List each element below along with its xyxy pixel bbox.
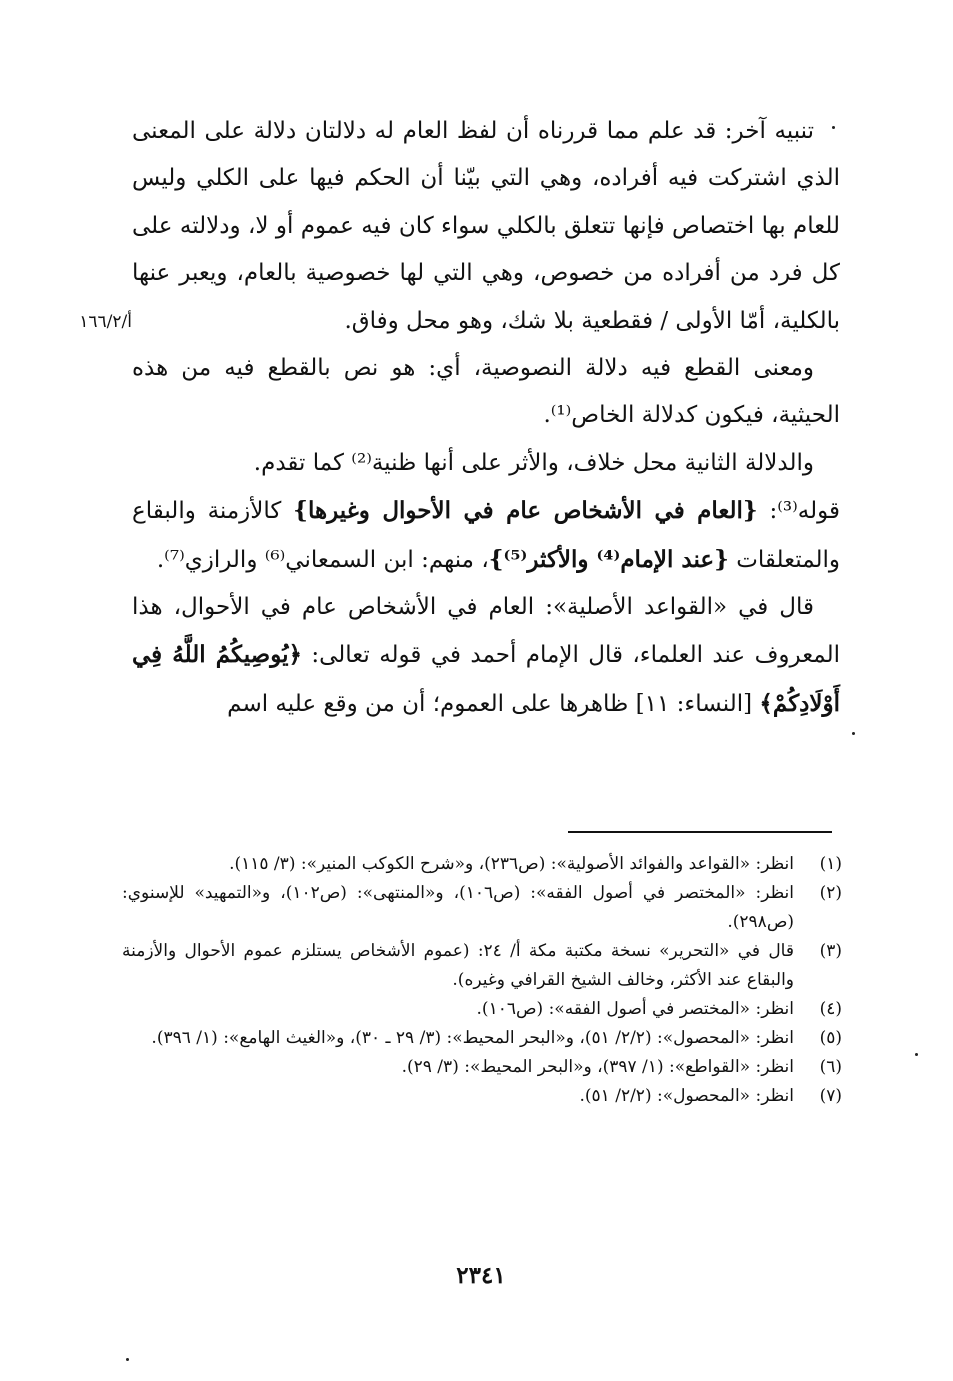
footnote-text: انظر: «القواطع»: (١/ ٣٩٧)، و«البحر المحيط»: (٣/ ٢٩). [401,1057,794,1077]
page-number: ٢٣٤١ [456,1262,506,1289]
footnote-text: انظر: «المختصر في أصول الفقه»: (ص١٠٦)، و«المنتهى»: (ص١٠٢)، و«التمهيد» للإسنوي: (ص٢٩٨). [122,883,794,932]
footnote-number: (٧) [819,1086,842,1106]
footnote-number: (٦) [819,1057,842,1077]
footnotes [122,850,842,1111]
scan-speck [126,1358,129,1361]
scan-speck [852,732,855,735]
scan-speck [832,126,835,129]
footnote [122,1082,842,1111]
paragraph-4-tail: ، منهم: ابن السمعاني⁽⁶⁾ والرازي⁽⁷⁾. [156,546,489,573]
footnote-separator [568,831,832,833]
footnote-number: (٤) [819,999,842,1019]
scan-speck [915,1053,918,1056]
paragraph-5-tail: [النساء: ١١] ظاهرها على العموم؛ أن من وقع عليه اسم [227,690,760,717]
paragraph-4-lead: قوله⁽³⁾: [757,498,840,525]
footnote [122,995,842,1024]
paragraph-4-mid: كالأزمنة والبقاع والمتعلقات [132,498,840,573]
footnote [122,937,842,995]
footnote-text: انظر: «المحصول»: (٢/٢/ ٥١). [579,1086,794,1106]
footnote-text: انظر: «المحصول»: (٢/٢/ ٥١)، و«البحر المحيط»: (٣/ ٢٩ ـ ٣٠)، و«الغيث الهامع»: (١/ ٣٩٦). [151,1028,794,1048]
paragraph-3: والدلالة الثانية محل خلاف، والأثر على أنها ظنية⁽²⁾ كما تقدم. [253,449,814,476]
footnote-number: (٣) [819,941,842,961]
footnote [122,1024,842,1053]
footnote-number: (٢) [819,883,842,903]
footnote-text: انظر: «المختصر في أصول الفقه»: (ص١٠٦). [476,999,794,1019]
paragraph-2: ومعنى القطع فيه دلالة النصوصية، أي: هو نص بالقطع فيه من هذه الحيثية، فيكون كدلالة الخاص⁽¹⁾. [132,355,840,429]
paragraph-5 [132,584,840,728]
footnote-number: (٥) [819,1028,842,1048]
main-text-block [132,108,840,728]
footnote-number: (١) [819,854,842,874]
paragraph-1: تنبيه آخر: قد علم مما قررناه أن لفظ العام له دلالتان دلالة على المعنى الذي اشتركت فيه أفراده، وهي التي بيّنا أن الحكم فيها على الكلي وليس للعام بها اختصاص فإنها تتعلق بالكلي سواء كان فيه عموم أو لا، ودلالته على كل فرد من أفراده من خصوص، وهي التي لها خصوصية بالعام، ويعبر عنها بالكلية، أمّا الأولى / فقطعية بلا شك، وهو محل وفاق. [132,118,840,334]
manuscript-folio-note: أ/١٦٦/٢ [79,312,132,332]
paragraph-5-lead: قال في «القواعد الأصلية»: العام في الأشخاص عام في الأحوال، هذا المعروف عند العلماء، قال الإمام أحمد في قوله تعالى: [132,594,840,669]
paragraph-4-matn: {العام في الأشخاص عام في الأحوال وغيرها} [293,497,758,525]
footnote [122,879,842,937]
footnote [122,850,842,879]
paragraph-4-matn-2: {عند الإمام⁽⁴⁾ والأكثر⁽⁵⁾} [488,545,729,573]
footnote-text: انظر: «القواعد والفوائد الأصولية»: (ص٢٣٦)، و«شرح الكوكب المنير»: (٣/ ١١٥). [229,854,794,874]
footnote [122,1053,842,1082]
paragraph-4 [132,487,840,584]
quran-verse: ﴿يُوصِيكُمُ اللَّهُ فِي أَوْلَادِكُمْ﴾ [132,641,840,717]
footnote-text: قال في «التحرير» نسخة مكتبة مكة أ/ ٢٤: (عموم الأشخاص يستلزم عموم الأحوال والأزمنة والبقاع عند الأكثر، وخالف الشيخ القرافي وغيره). [122,941,794,990]
